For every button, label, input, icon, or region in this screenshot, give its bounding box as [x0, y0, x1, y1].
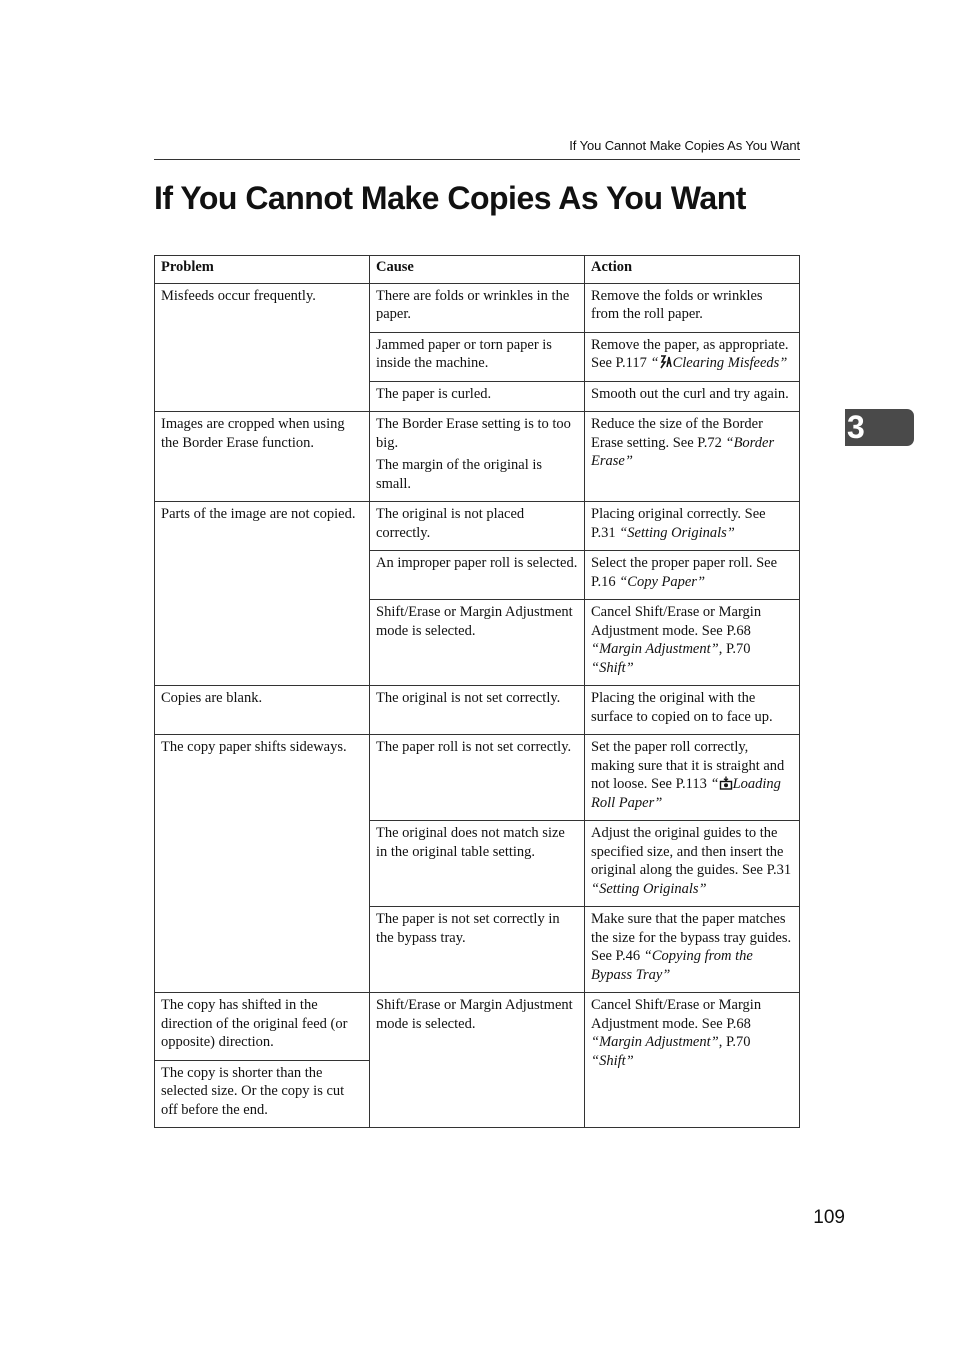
misfeed-clear-icon — [659, 355, 673, 369]
page-number: 109 — [813, 1207, 845, 1228]
header-cause: Cause — [370, 256, 585, 284]
action-cell: Smooth out the curl and try again. — [585, 381, 800, 412]
cause-cell: The original is not placed correctly. — [370, 502, 585, 551]
action-cell: Remove the paper, as appropriate. See P.117 “ Clearing Misfeeds” — [585, 332, 800, 381]
action-cell: Adjust the original guides to the specified size, and then insert the original along the guides. See P.31 “Setting Originals” — [585, 821, 800, 907]
roll-paper-icon — [719, 776, 733, 790]
cause-cell: The original does not match size in the original table setting. — [370, 821, 585, 907]
table-row — [155, 412, 800, 502]
action-cell: Cancel Shift/Erase or Margin Adjustment mode. See P.68 “Margin Adjustment”, P.70 “Shift” — [585, 993, 800, 1128]
chapter-tab — [845, 409, 914, 446]
action-cell: Select the proper paper roll. See P.16 “Copy Paper” — [585, 551, 800, 600]
table-row — [155, 502, 800, 551]
running-header: If You Cannot Make Copies As You Want — [569, 138, 800, 153]
cause-cell: Jammed paper or torn paper is inside the machine. — [370, 332, 585, 381]
action-cell: Remove the folds or wrinkles from the roll paper. — [585, 283, 800, 332]
problem-cell: Images are cropped when using the Border Erase function. — [155, 412, 370, 502]
cause-cell: The paper is not set correctly in the bypass tray. — [370, 907, 585, 993]
action-cell: Cancel Shift/Erase or Margin Adjustment mode. See P.68 “Margin Adjustment”, P.70 “Shift” — [585, 600, 800, 686]
cause-cell: Shift/Erase or Margin Adjustment mode is selected. — [370, 993, 585, 1128]
action-cell: Placing original correctly. See P.31 “Setting Originals” — [585, 502, 800, 551]
table-row — [155, 283, 800, 332]
cause-cell: The Border Erase setting is to too big. The margin of the original is small. — [370, 412, 585, 502]
action-cell: Placing the original with the surface to copied on to face up. — [585, 686, 800, 735]
problem-cell: Parts of the image are not copied. — [155, 502, 370, 686]
cause-cell: The paper roll is not set correctly. — [370, 735, 585, 821]
cause-cell: The original is not set correctly. — [370, 686, 585, 735]
page-title: If You Cannot Make Copies As You Want — [154, 180, 746, 216]
table-row — [155, 735, 800, 821]
problem-cell: The copy has shifted in the direction of the original feed (or opposite) direction. — [155, 993, 370, 1061]
action-cell: Set the paper roll correctly, making sure that it is straight and not loose. See P.113 “ Loading Roll Paper” — [585, 735, 800, 821]
chapter-number: 3 — [847, 409, 865, 445]
header-rule — [154, 159, 800, 160]
action-cell: Reduce the size of the Border Erase setting. See P.72 “Border Erase” — [585, 412, 800, 502]
cause-cell: The paper is curled. — [370, 381, 585, 412]
header-problem: Problem — [155, 256, 370, 284]
action-cell: Make sure that the paper matches the size for the bypass tray guides. See P.46 “Copying from the Bypass Tray” — [585, 907, 800, 993]
problem-cell: Misfeeds occur frequently. — [155, 283, 370, 412]
cause-cell: Shift/Erase or Margin Adjustment mode is selected. — [370, 600, 585, 686]
problem-cell: The copy is shorter than the selected size. Or the copy is cut off before the end. — [155, 1060, 370, 1128]
table-row — [155, 993, 800, 1061]
cause-cell: There are folds or wrinkles in the paper. — [370, 283, 585, 332]
header-action: Action — [585, 256, 800, 284]
table-header-row — [155, 256, 800, 284]
cause-cell: An improper paper roll is selected. — [370, 551, 585, 600]
table-row — [155, 686, 800, 735]
troubleshooting-table — [154, 255, 800, 1128]
problem-cell: Copies are blank. — [155, 686, 370, 735]
problem-cell: The copy paper shifts sideways. — [155, 735, 370, 993]
